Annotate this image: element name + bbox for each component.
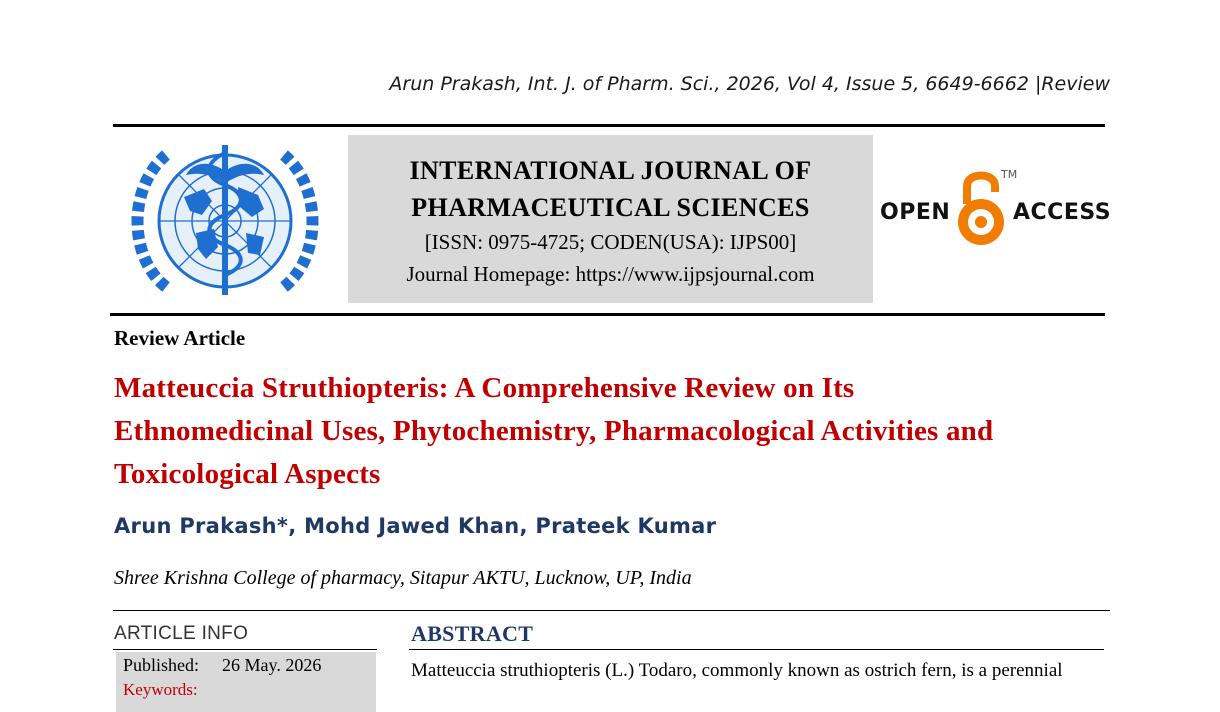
article-title-line: Toxicological Aspects	[114, 458, 381, 490]
article-info-rule	[113, 649, 377, 650]
abstract-rule	[409, 649, 1104, 650]
author-affiliation: Shree Krishna College of pharmacy, Sitapur AKTU, Lucknow, UP, India	[114, 567, 692, 589]
section-divider	[113, 610, 1110, 611]
citation-header: Arun Prakash, Int. J. of Pharm. Sci., 2026, Vol 4, Issue 5, 6649-6662 |Review	[389, 73, 1110, 95]
journal-homepage: Journal Homepage: https://www.ijpsjournal.com	[406, 262, 815, 286]
open-access-access-text: ACCESS	[1013, 200, 1112, 225]
trademark-mark: TM	[1001, 168, 1018, 181]
article-title	[114, 367, 1114, 496]
open-lock-icon	[955, 166, 1007, 250]
journal-logo-icon	[126, 137, 324, 307]
article-info-heading: ARTICLE INFO	[114, 623, 249, 644]
abstract-heading: ABSTRACT	[411, 621, 534, 646]
article-title-line: Ethnomedicinal Uses, Phytochemistry, Pharmacological Activities and	[114, 415, 994, 447]
keywords-label: Keywords:	[123, 680, 198, 699]
journal-issn: [ISSN: 0975-4725; CODEN(USA): IJPS00]	[424, 230, 797, 254]
masthead-rule	[110, 313, 1105, 316]
published-row	[123, 655, 321, 676]
journal-masthead	[348, 135, 873, 303]
journal-name-line1: INTERNATIONAL JOURNAL OF	[409, 156, 812, 185]
header-rule	[113, 124, 1105, 127]
open-access-open-text: OPEN	[880, 200, 951, 225]
published-label: Published:	[123, 655, 200, 675]
article-info-box	[116, 652, 376, 712]
journal-name-line2: PHARMACEUTICAL SCIENCES	[411, 193, 810, 222]
article-type: Review Article	[114, 326, 246, 350]
published-date: 26 May. 2026	[222, 655, 322, 675]
open-access-logo	[880, 166, 1110, 250]
article-title-line: Matteuccia Struthiopteris: A Comprehensive Review on Its	[114, 372, 855, 404]
abstract-text: Matteuccia struthiopteris (L.) Todaro, commonly known as ostrich fern, is a perennial	[411, 660, 1063, 681]
article-authors: Arun Prakash*, Mohd Jawed Khan, Prateek Kumar	[114, 514, 717, 538]
